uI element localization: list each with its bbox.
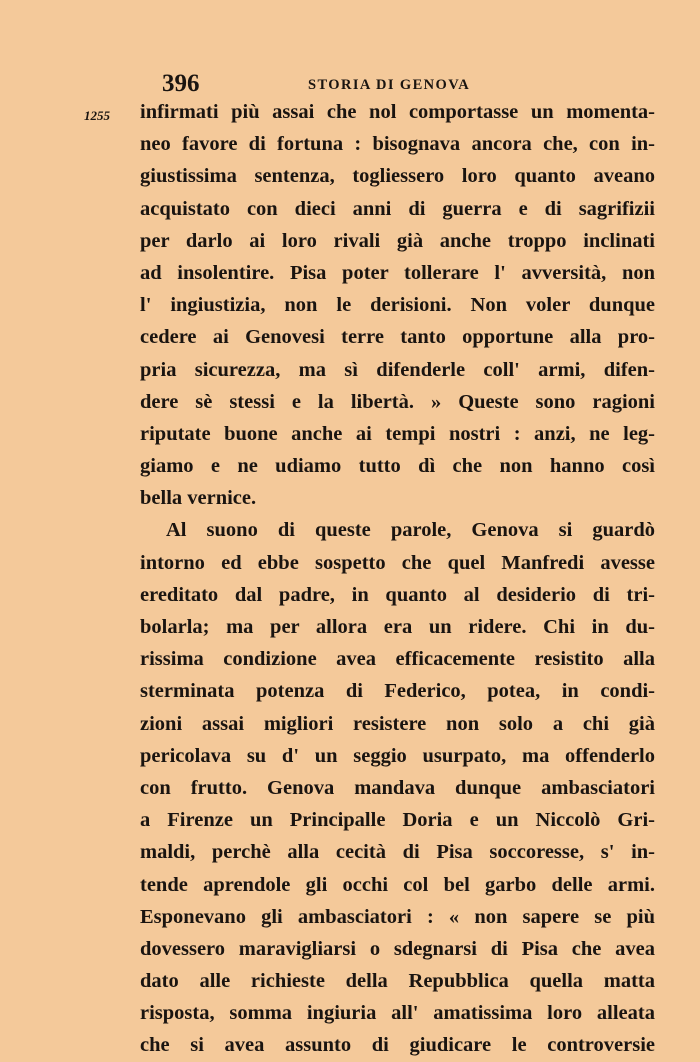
text-line: che si avea assunto di giudicare le controversie	[140, 1034, 655, 1057]
text-line: pria sicurezza, ma sì difenderle coll' armi, difen-	[140, 358, 655, 381]
text-line: ereditato dal padre, in quanto al desiderio di tri-	[140, 583, 655, 606]
text-line: intorno ed ebbe sospetto che quel Manfredi avesse	[140, 551, 655, 574]
text-body	[140, 96, 655, 1062]
text-line: maldi, perchè alla cecità di Pisa soccoresse, s' in-	[140, 841, 655, 864]
text-line: bolarla; ma per allora era un ridere. Chi in du-	[140, 616, 655, 638]
page-number: 396	[162, 70, 200, 97]
paragraph-start-line: Al suono di queste parole, Genova si guardò	[166, 519, 655, 542]
text-line: dato alle richieste della Repubblica quella matta	[140, 970, 655, 993]
text-line: giustissima sentenza, togliessero loro quanto aveano	[140, 165, 655, 188]
text-line: rissima condizione avea efficacemente resistito alla	[140, 648, 655, 671]
text-line: ad insolentire. Pisa poter tollerare l' avversità, non	[140, 261, 655, 284]
text-line: tende aprendole gli occhi col bel garbo delle armi.	[140, 873, 655, 896]
text-line: per darlo ai loro rivali già anche troppo inclinati	[140, 229, 655, 252]
text-line: con frutto. Genova mandava dunque ambasciatori	[140, 776, 655, 799]
paragraph-end-line: bella vernice.	[140, 487, 257, 510]
text-line: giamo e ne udiamo tutto dì che non hanno così	[140, 455, 655, 478]
text-line: cedere ai Genovesi terre tanto opportune alla pro-	[140, 326, 655, 349]
running-title: STORIA DI GENOVA	[308, 77, 471, 93]
text-line: risposta, somma ingiuria all' amatissima loro alleata	[140, 1002, 655, 1025]
text-line: pericolava su d' un seggio usurpato, ma offenderlo	[140, 744, 655, 767]
text-line: l' ingiustizia, non le derisioni. Non voler dunque	[140, 294, 655, 317]
text-line: dere sè stessi e la libertà. » Queste sono ragioni	[140, 390, 655, 413]
text-line: a Firenze un Principalle Doria e un Niccolò Gri-	[140, 809, 655, 832]
text-line: acquistato con dieci anni di guerra e di sagrifizii	[140, 197, 655, 220]
text-line: neo favore di fortuna : bisognava ancora che, con in-	[140, 133, 655, 156]
text-line: zioni assai migliori resistere non solo a chi già	[140, 712, 655, 735]
margin-year-note: 1255	[84, 108, 110, 123]
text-line: riputate buone anche ai tempi nostri : anzi, ne leg-	[140, 422, 655, 445]
text-line: sterminata potenza di Federico, potea, in condi-	[140, 680, 655, 703]
text-line: Esponevano gli ambasciatori : « non sapere se più	[140, 905, 655, 928]
text-line: infirmati più assai che nol comportasse un momenta-	[140, 101, 655, 123]
text-line: dovessero maravigliarsi o sdegnarsi di Pisa che avea	[140, 937, 655, 960]
